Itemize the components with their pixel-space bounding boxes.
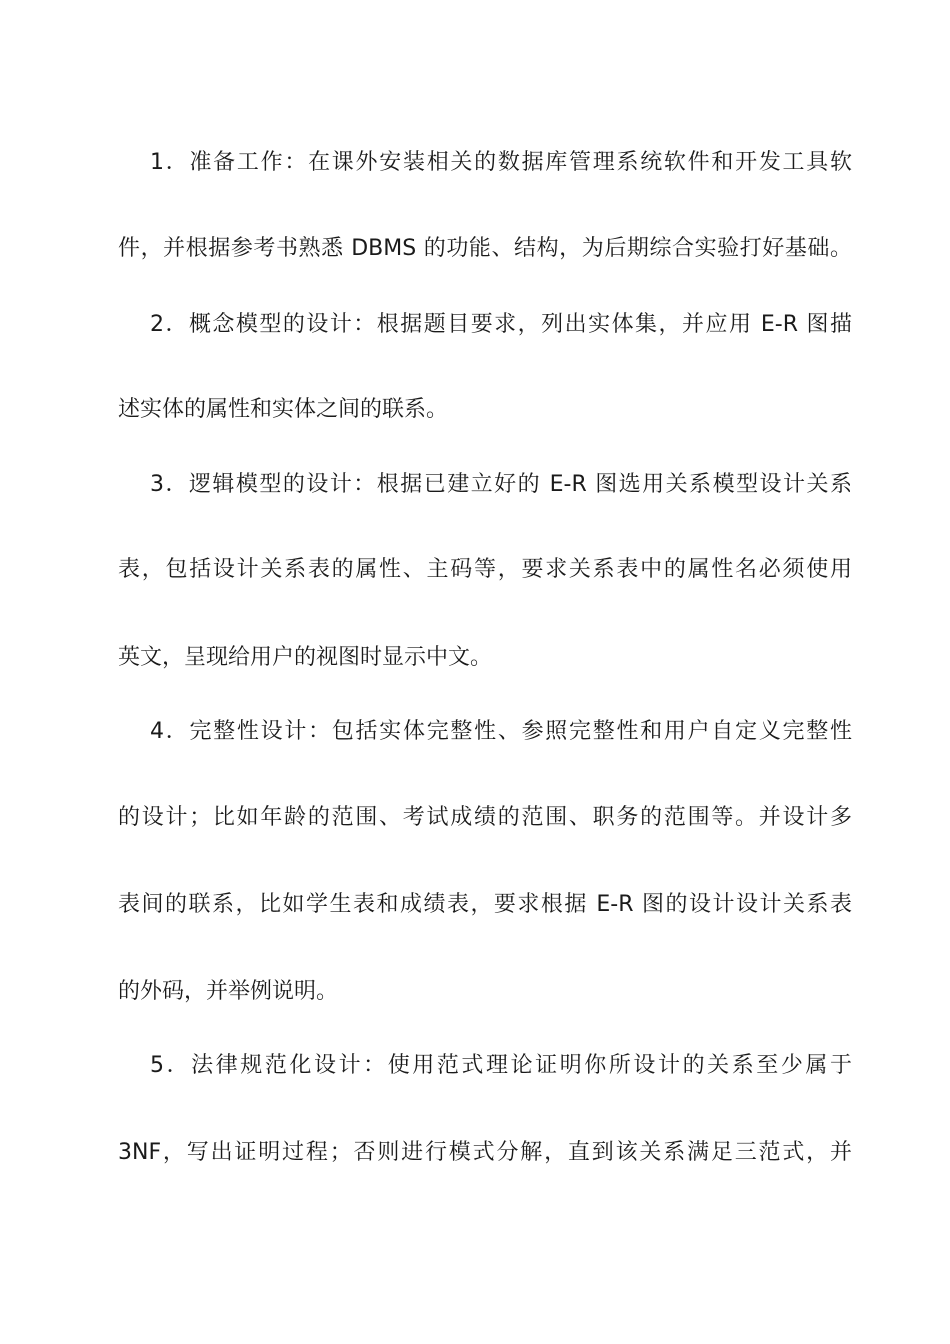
item-5-line-1: 5．法律规范化设计：使用范式理论证明你所设计的关系至少属于 xyxy=(150,1053,852,1078)
item-4-line-2: 的设计；比如年龄的范围、考试成绩的范围、职务的范围等。并设计多 xyxy=(118,805,852,830)
item-2-line-1: 2．概念模型的设计：根据题目要求，列出实体集，并应用 E-R 图描 xyxy=(150,312,852,337)
item-2-line-2: 述实体的属性和实体之间的联系。 xyxy=(118,397,449,422)
item-3-line-3: 英文，呈现给用户的视图时显示中文。 xyxy=(118,645,493,670)
item-4-line-1: 4．完整性设计：包括实体完整性、参照完整性和用户自定义完整性 xyxy=(150,719,852,744)
item-4-line-3: 表间的联系，比如学生表和成绩表，要求根据 E-R 图的设计设计关系表 xyxy=(118,892,852,917)
item-1-line-2: 件，并根据参考书熟悉 DBMS 的功能、结构，为后期综合实验打好基础。 xyxy=(118,236,852,261)
item-3-line-1: 3．逻辑模型的设计：根据已建立好的 E-R 图选用关系模型设计关系 xyxy=(150,472,852,497)
item-1-line-1: 1．准备工作：在课外安装相关的数据库管理系统软件和开发工具软 xyxy=(150,150,852,175)
item-5-line-2: 3NF，写出证明过程；否则进行模式分解，直到该关系满足三范式，并 xyxy=(118,1140,852,1165)
item-3-line-2: 表，包括设计关系表的属性、主码等，要求关系表中的属性名必须使用 xyxy=(118,557,852,582)
item-4-line-4: 的外码，并举例说明。 xyxy=(118,979,339,1004)
